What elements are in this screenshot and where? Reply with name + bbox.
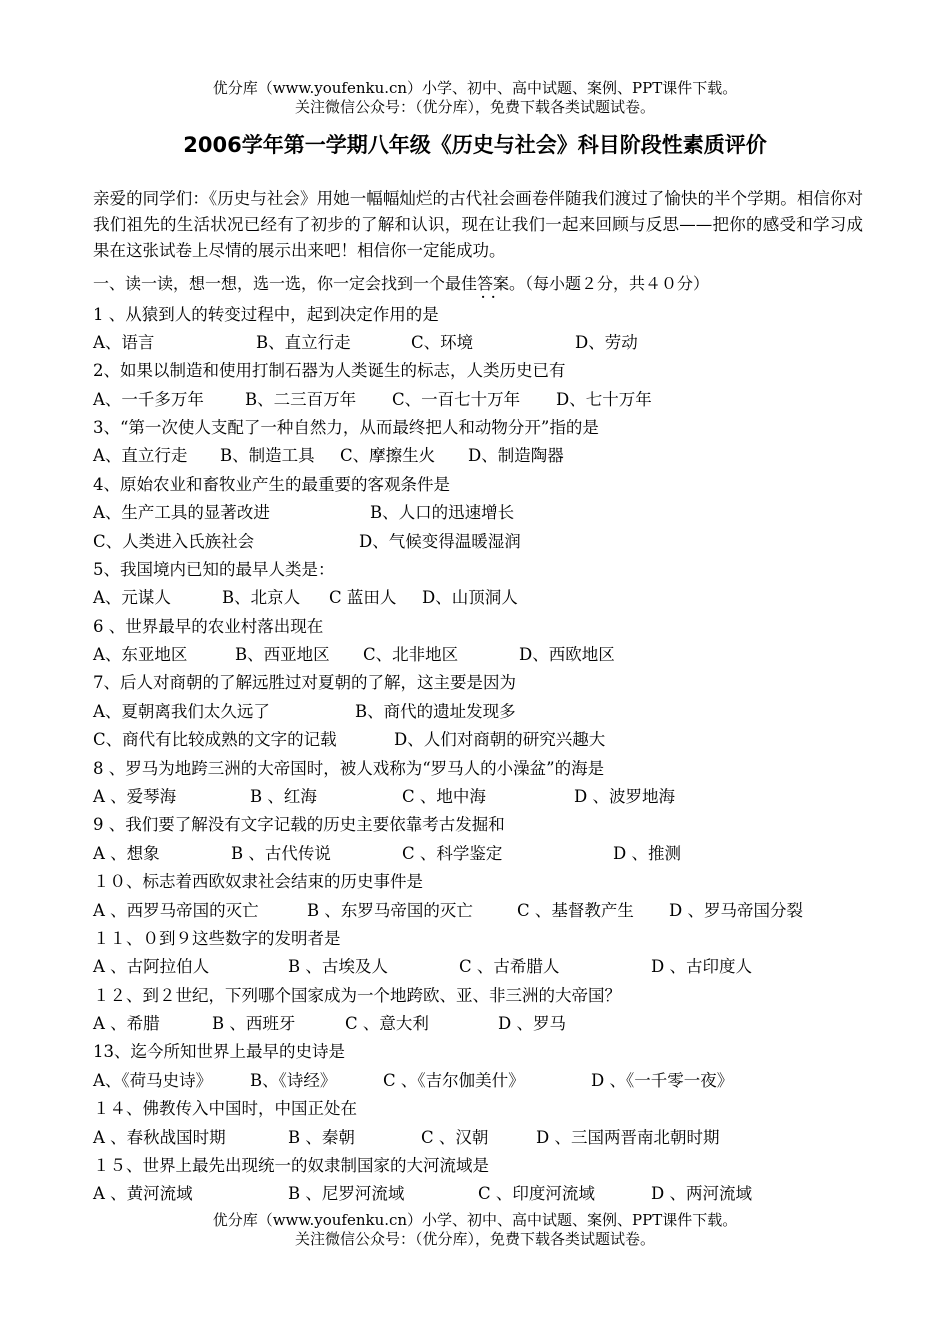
question-stem: １１、０到９这些数字的发明者是 (93, 929, 341, 948)
option-a: A 、西罗马帝国的灭亡 (93, 901, 259, 920)
option-c: C、北非地区 (363, 645, 459, 664)
option-d: D、气候变得温暖湿润 (359, 532, 521, 551)
header-line-1: 优分库（www.youfenku.cn）小学、初中、高中试题、案例、PPT课件下载。 (212, 79, 738, 97)
option-d: D、山顶洞人 (422, 588, 518, 607)
option-c: C、商代有比较成熟的文字的记载 (93, 730, 337, 749)
question-stem: 1 、从猿到人的转变过程中，起到决定作用的是 (93, 305, 439, 324)
option-a: A、夏朝离我们太久远了 (93, 702, 270, 721)
option-b: B 、秦朝 (288, 1128, 355, 1147)
option-d: D 、两河流域 (651, 1184, 752, 1203)
option-b: B、人口的迅速增长 (370, 503, 515, 522)
option-a: A、一千多万年 (93, 390, 204, 409)
option-d: D 、波罗地海 (574, 787, 675, 806)
option-a: A、《荷马史诗》 (93, 1071, 213, 1090)
question-stem: 5、我国境内已知的最早人类是： (93, 560, 335, 579)
question-stem: 8 、罗马为地跨三洲的大帝国时，被人戏称为“罗马人的小澡盆”的海是 (93, 759, 605, 778)
option-c: C 、地中海 (402, 787, 486, 806)
question-stem: 13、迄今所知世界上最早的史诗是 (93, 1042, 345, 1061)
option-a: A、元谋人 (93, 588, 171, 607)
option-b: B、北京人 (222, 588, 301, 607)
option-c: C、摩擦生火 (340, 446, 436, 465)
option-b: B、制造工具 (220, 446, 315, 465)
option-c: C 、意大利 (345, 1014, 429, 1033)
option-a: A 、希腊 (93, 1014, 160, 1033)
option-c: C 蓝田人 (329, 588, 397, 607)
option-b: B 、东罗马帝国的灭亡 (307, 901, 473, 920)
option-c: C 、印度河流域 (478, 1184, 595, 1203)
option-c: C 、《吉尔伽美什》 (383, 1071, 525, 1090)
option-b: B、西亚地区 (235, 645, 330, 664)
option-b: B 、红海 (250, 787, 317, 806)
footer-line-1: 优分库（www.youfenku.cn）小学、初中、高中试题、案例、PPT课件下载。 (212, 1211, 738, 1229)
option-c: C、人类进入氏族社会 (93, 532, 255, 551)
option-d: D 、三国两晋南北朝时期 (536, 1128, 720, 1147)
option-b: B 、西班牙 (212, 1014, 296, 1033)
question-stem: １２、到２世纪，下列哪个国家成为一个地跨欧、亚、非三洲的大帝国？ (93, 986, 621, 1005)
option-a: A、生产工具的显著改进 (93, 503, 270, 522)
option-a: A 、古阿拉伯人 (93, 957, 210, 976)
option-a: A、东亚地区 (93, 645, 188, 664)
section-heading: 一、读一读，想一想，选一选，你一定会找到一个最佳答案。（每小题２分，共４０分） (93, 274, 710, 293)
option-b: B 、古埃及人 (288, 957, 388, 976)
option-c: C 、科学鉴定 (402, 844, 503, 863)
page-header (0, 79, 950, 117)
option-d: D 、罗马帝国分裂 (669, 901, 803, 920)
option-c: C 、汉朝 (421, 1128, 489, 1147)
option-a: A 、春秋战国时期 (93, 1128, 226, 1147)
intro-paragraph: 亲爱的同学们：《历史与社会》用她一幅幅灿烂的古代社会画卷伴随我们渡过了愉快的半个学期。相信你对我们祖先的生活状况已经有了初步的了解和认识，现在让我们一起来回顾与反思——把你的感受和学习成果在这张试卷上尽情的展示出来吧！相信你一定能成功。 (93, 189, 863, 260)
question-stem: 9 、我们要了解没有文字记载的历史主要依靠考古发掘和 (93, 815, 505, 834)
option-c: C 、古希腊人 (459, 957, 560, 976)
option-c: C、一百七十万年 (392, 390, 521, 409)
option-b: B 、古代传说 (231, 844, 331, 863)
option-d: D 、罗马 (498, 1014, 566, 1033)
footer-line-2: 关注微信公众号：（优分库），免费下载各类试题试卷。 (294, 1230, 655, 1248)
option-a: A 、黄河流域 (93, 1184, 193, 1203)
option-d: D 、推测 (613, 844, 681, 863)
question-stem: 4、原始农业和畜牧业产生的最重要的客观条件是 (93, 475, 450, 494)
option-b: B、商代的遗址发现多 (355, 702, 516, 721)
option-b: B、《诗经》 (250, 1071, 337, 1090)
question-stem: 2、如果以制造和使用打制石器为人类诞生的标志，人类历史已有 (93, 361, 566, 380)
option-a: A、语言 (93, 333, 155, 352)
option-d: D、西欧地区 (519, 645, 615, 664)
option-a: A、直立行走 (93, 446, 188, 465)
option-d: D 、古印度人 (651, 957, 752, 976)
exam-title: 2006学年第一学期八年级《历史与社会》科目阶段性素质评价 (183, 133, 767, 157)
option-d: D、人们对商朝的研究兴趣大 (394, 730, 606, 749)
page-footer (0, 1211, 950, 1249)
option-c: C、环境 (411, 333, 474, 352)
emphasis-dots: ·· (481, 290, 502, 304)
question-stem: 7、后人对商朝的了解远胜过对夏朝的了解，这主要是因为 (93, 673, 516, 692)
option-d: D、制造陶器 (468, 446, 564, 465)
option-a: A 、爱琴海 (93, 787, 177, 806)
option-c: C 、基督教产生 (517, 901, 634, 920)
option-d: D、劳动 (575, 333, 638, 352)
header-line-2: 关注微信公众号：（优分库），免费下载各类试题试卷。 (294, 98, 655, 116)
question-stem: １５、世界上最先出现统一的奴隶制国家的大河流域是 (93, 1156, 489, 1175)
question-stem: １４、佛教传入中国时，中国正处在 (93, 1099, 357, 1118)
option-d: D、七十万年 (556, 390, 652, 409)
option-a: A 、想象 (93, 844, 160, 863)
option-d: D 、《一千零一夜》 (591, 1071, 734, 1090)
option-b: B、二三百万年 (245, 390, 357, 409)
question-stem: 3、“第一次使人支配了一种自然力，从而最终把人和动物分开”指的是 (93, 418, 599, 437)
option-b: B、直立行走 (256, 333, 351, 352)
question-stem: 6 、世界最早的农业村落出现在 (93, 617, 324, 636)
option-b: B 、尼罗河流域 (288, 1184, 405, 1203)
question-stem: １０、标志着西欧奴隶社会结束的历史事件是 (93, 872, 423, 891)
